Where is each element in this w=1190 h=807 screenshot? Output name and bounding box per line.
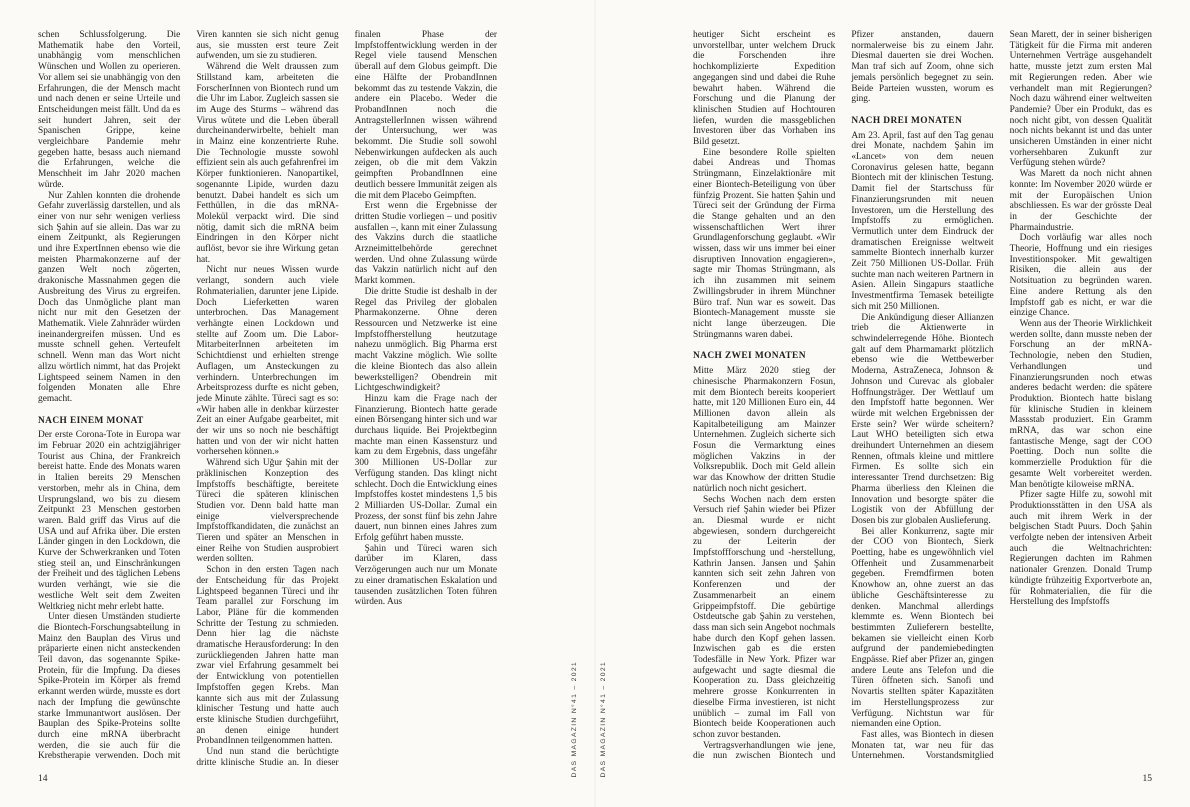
paragraph: Was Marett da noch nicht ahnen konnte: Im November 2020 würde er mit der Europäischen Union abschliessen. Es war der grösste Deal in der Geschichte der Pharmaindustrie.: [1009, 169, 1152, 233]
paragraph: Unter diesen Umständen studierte die Biontech-Forschungsabteilung in Mainz den Bauplan des Virus und präparierte einen nicht ansteckenden Teil davon, das sogenannte Spike-Protein, für die Impfung. Da dieses Spike-Protein im Körper als fremd erkannt werden würde, musste es dort nach der Impfung die gewünschte starke Immunantwort auslösen. Der Bauplan des Spike-Proteins sollte durch eine mRNA überbracht werden, die sie auch für die Krebstherapie verwenden. Doch mit Viren kannten sie sich nicht genug aus, sie mussten erst teure Zeit aufwenden, um sie zu studieren.: [38, 30, 339, 762]
page-14-article-text: [38, 30, 497, 770]
paragraph: Şahin und Türeci waren sich darüber im Klaren, dass Verzögerungen auch nur um Monate zu einer dramatischen Eskalation und tausenden zusätzlichen Toten führen würden. Aus: [354, 543, 497, 608]
paragraph: Während die Welt draussen zum Stillstand kam, arbeiteten die ForscherInnen von Biontech rund um die Uhr im Labor. Zugleich sassen sie im Auge des Sturms – während das Virus wütete und die Leben überall durcheinanderwirbelte, behielt man in Mainz eine konzentrierte Ruhe. Die Technologie musste sowohl effizient sein als auch gefahrenfrei im Körper funktionieren. Nanopartikel, sogenannte Lipide, wurden dazu benutzt. Dabei handelt es sich um Fetthüllen, in die das mRNA-Molekül verpackt wird. Die sind nötig, damit sich die mRNA beim Eindringen in den Körper nicht auflöst, bevor sie ihre Wirkung getan hat.: [196, 62, 339, 265]
paragraph: Pfizer sagte Hilfe zu, sowohl mit Produktionsstätten in den USA als auch mit ihrem Werk in der belgischen Stadt Puurs. Doch Şahin verfolgte neben der intensiven Arbeit auch die Weltnachrichten: Regierungen dachten im Rahmen nationaler Grenzen. Donald Trump kündigte frühzeitig Exportverbote an, für Rohmaterialien, die für die Herstellung des Impfstoffs: [1009, 490, 1152, 608]
paragraph: Fast alles, was Biontech in diesen Monaten tat, war neu für das Unternehmen. Vorstandsmitglied Sean Marett, der in seiner bisherigen Tätigkeit für die Firma mit anderen Unternehmen Verträge ausgehandelt hatte, musste jetzt zum ersten Mal mit Regierungen reden. Aber wie verhandelt man mit Regierungen? Noch dazu während einer weltweiten Pandemie? Über ein Produkt, das es noch nicht gibt, von dessen Qualität noch nichts bekannt ist und das unter unsicheren Umständen in einer nicht vorhersehbaren Zukunft zur Verfügung stehen würde?: [851, 30, 1152, 762]
paragraph: Vertragsverhandlungen wie jene, die nun zwischen Biontech und Pfizer anstanden, dauern normalerweise bis zu einem Jahr. Diesmal dauerten sie drei Wochen. Man traf sich auf Zoom, ohne sich jemals persönlich begegnet zu sein. Beide Parteien wussten, worum es ging.: [693, 30, 994, 762]
paragraph: Hinzu kam die Frage nach der Finanzierung. Biontech hatte gerade einen Börsengang hinter sich und war durchaus liquide. Bei Projektbeginn machte man einen Kassensturz und kam zu dem Ergebnis, dass ungefähr 300 Millionen US-Dollar zur Verfügung standen. Das klingt nicht schlecht. Doch die Entwicklung eines Impfstoffes kostet mindestens 1,5 bis 2 Milliarden US-Dollar. Zumal ein Prozess, der sonst fünf bis zehn Jahre dauert, nun binnen eines Jahres zum Erfolg geführt haben musste.: [354, 393, 497, 544]
paragraph: heutiger Sicht erscheint es unvorstellbar, unter welchem Druck die Forschenden ihre hochkomplizierte Expedition angegangen sind und dabei die Ruhe bewahrt haben. Während die Forschung und die Planung der klinischen Studien auf Hochtouren liefen, wurden die massgeblichen Investoren über das Vorhaben ins Bild gesetzt.: [693, 30, 836, 148]
section-heading: NACH EINEM MONAT: [38, 415, 144, 426]
paragraph: Schon in den ersten Tagen nach der Entscheidung für das Projekt Lightspeed begannen Türeci und ihr Team parallel zur Forschung im Labor, Pläne für die kommenden Schritte der Testung zu schmieden. Denn hier lag die nächste dramatische Herausforderung: In den zurückliegenden Jahren hatte man zwar viel Erfahrung gesammelt bei der Entwicklung von potentiellen Impfstoffen gegen Krebs. Man kannte sich aus mit der Zulassung klinischer Testung und hatte auch erste klinische Studien durchgeführt, an denen einige hundert ProbandInnen teilgenommen hatten.: [196, 565, 339, 747]
paragraph: Nur Zahlen konnten die drohende Gefahr zuverlässig darstellen, und als einer von nur sehr wenigen verliess sich Şahin auf sie allein. Das war zu einem Zeitpunkt, als Regierungen und ihre ExpertInnen ebenso wie die meisten Pharmakonzerne auf der ganzen Welt noch zögerten, drakonische Massnahmen gegen die Ausbreitung des Virus zu ergreifen. Doch das Unmögliche plant man nicht nur mit den Gesetzen der Mathematik. Viele Zahnräder würden ineinandergreifen müssen. Und es musste schnell gehen. Verteufelt schnell. Wenn man das Wort nicht allzu wörtlich nimmt, hat das Projekt Lightspeed seinem Namen in den folgenden Monaten alle Ehre gemacht.: [38, 190, 181, 404]
paragraph: Wenn aus der Theorie Wirklichkeit werden sollte, dann musste neben der Forschung an der mRNA-Technologie, neben den Studien, Verhandlungen und Finanzierungsrunden noch etwas anderes bedacht werden: die spätere Produktion. Biontech hatte bislang für klinische Studien in kleinem Massstab produziert. Ein Gramm mRNA, das war schon eine fantastische Menge, sagt der COO Poetting. Doch nun sollte die kommerzielle Produktion für die gesamte Welt vorbereitet werden. Man benötigte kiloweise mRNA.: [1009, 318, 1152, 490]
paragraph: Doch vorläufig war alles noch Theorie, Hoffnung und ein riesiges Investitionspoker. Mit gewaltigen Risiken, die allein aus der Notsituation zu begründen waren. Eine andere Rettung als den Impfstoff gab es nicht, er war die einzige Chance.: [1009, 233, 1152, 319]
page-number-right: 15: [1142, 774, 1152, 784]
paragraph: Der erste Corona-Tote in Europa war im Februar 2020 ein achtzigjähriger Tourist aus China, der Frankreich bereist hatte. Ende des Monats waren in Italien bereits 29 Menschen verstorben, mehr als in China, dem Ursprungsland, wo bis zu diesem Zeitpunkt 23 Menschen gestorben waren. Bald griff das Virus auf die USA und auf Afrika über. Die ersten Länder gingen in den Lockdown, die Kurve der Schwerkranken und Toten stieg steil an, und Einschränkungen der Freiheit und des täglichen Lebens wurden verhängt, wie sie die westliche Welt seit dem Zweiten Weltkrieg nicht mehr erlebt hatte.: [38, 430, 181, 612]
paragraph: Bei aller Konkurrenz, sagte mir der COO von Biontech, Sierk Poetting, habe es ungewöhnlich viel Offenheit und Zusammenarbeit gegeben. Fremdfirmen boten Knowhow an, ohne zuerst an das übliche Geschäftsinteresse zu denken. Manchmal allerdings klemmte es. Wenn Biontech bei bestimmten Zulieferern bestellte, bekamen sie vielleicht einen Korb aufgrund der pandemiebedingten Engpässe. Rief aber Pfizer an, gingen andere Leute ans Telefon und die Türen öffneten sich. Sanofi und Novartis stellten später Kapazitäten im Herstellungsprozess zur Verfügung. Nichtstun war für niemanden eine Option.: [851, 526, 994, 730]
page-number-left: 14: [38, 774, 48, 784]
paragraph: Sechs Wochen nach dem ersten Versuch rief Şahin wieder bei Pfizer an. Diesmal wurde er nicht abgewiesen, sondern durchgereicht zu der Leiterin der Impfstoffforschung und -herstellung, Kathrin Jansen. Jansen und Şahin kannten sich seit zehn Jahren von Konferenzen und der Zusammenarbeit an einem Grippeimpfstoff. Die gebürtige Ostdeutsche gab Şahin zu verstehen, dass man sich sein Angebot nochmals habe durch den Kopf gehen lassen. Inzwischen gab es die ersten Todesfälle in New York. Pfizer war aufgewacht und sagte diesmal die Kooperation zu. Dass gleichzeitig mehrere grosse Konkurrenten in dieselbe Firma investieren, ist nicht unüblich – zumal im Fall von Biontech beide Kooperationen auch schon zuvor bestanden.: [693, 494, 836, 740]
paragraph: Die Ankündigung dieser Allianzen trieb die Aktienwerte in schwindelerregende Höhe. Biontech galt auf dem Pharmamarkt plötzlich ebenso wie die Wettbewerber Moderna, AstraZeneca, Johnson & Johnson und Curevac als globaler Hoffnungsträger. Der Wettlauf um den Impfstoff hatte begonnen. Wer würde mit welchen Ergebnissen der Erste sein? Wer würde scheitern? Laut WHO beteiligten sich etwa dreihundert Unternehmen an diesem Rennen, oftmals kleine und mittlere Firmen. Es sollte sich ein interessanter Trend durchsetzen: Big Pharma überliess den Kleinen die Innovation und besorgte später die Logistik von der Abfüllung der Dosen bis zur globalen Auslieferung.: [851, 312, 994, 526]
paragraph: Nicht nur neues Wissen wurde verlangt, sondern auch viele Rohmaterialien, darunter jene Lipide. Doch Lieferketten waren unterbrochen. Das Management verhängte einen Lockdown und stellte auf Zoom um. Die Labor-MitarbeiterInnen arbeiteten im Schichtdienst und erhielten strenge Auflagen, um Ansteckungen zu verhindern. Unterbrechungen im Arbeitsprozess durfte es nicht geben, jede Minute zählte. Türeci sagt es so: «Wir haben alle in denkbar kürzester Zeit an einer Aufgabe gearbeitet, mit der wir uns so noch nie beschäftigt hatten und von der wir nicht hatten vorhersehen können.»: [196, 265, 339, 458]
page-15-article-text: [693, 30, 1152, 770]
page-fold-divider: [594, 0, 596, 807]
paragraph: Während sich Uğur Şahin mit der präklinischen Konzeption des Impfstoffs beschäftigte, bereitete Türeci die späteren klinischen Studien vor. Denn bald hatte man einige vielversprechende Impfstoffkandidaten, die zunächst an Tieren und später an Menschen in einer Reihe von Studien ausprobiert werden sollten.: [196, 458, 339, 565]
paragraph: Am 23. April, fast auf den Tag genau drei Monate, nachdem Şahin im «Lancet» von dem neuen Coronavirus gelesen hatte, begann Biontech mit der klinischen Testung. Damit fiel der Startschuss für Finanzierungsrunden mit neuen Investoren, um die Herstellung des Impfstoffs zu ermöglichen. Vermutlich unter dem Eindruck der dramatischen Ereignisse weltweit sammelte Biontech innerhalb kurzer Zeit 750 Millionen US-Dollar. Früh suchte man nach weiteren Partnern in Asien. Allein Singapurs staatliche Investmentfirma Temasek beteiligte sich mit 250 Millionen.: [851, 130, 994, 312]
paragraph: Und nun stand die berüchtigte dritte klinische Studie an. In dieser finalen Phase der Impfstoffentwicklung werden in der Regel viele tausend Menschen überall auf dem Globus geimpft. Die eine Hälfte der ProbandInnen bekommt das zu testende Vakzin, die andere ein Placebo. Weder die ProbandInnen noch die AntragstellerInnen wissen während der Untersuchung, wer was bekommt. Die Studie soll sowohl Nebenwirkungen aufdecken als auch zeigen, ob die mit dem Vakzin geimpften ProbandInnen eine deutlich bessere Immunität zeigen als die mit dem Placebo Geimpften.: [196, 30, 497, 768]
paragraph: Eine besondere Rolle spielten dabei Andreas und Thomas Strüngmann, Einzelaktionäre mit einer Biontech-Beteiligung von über fünfzig Prozent. Sie hatten Şahin und Türeci seit der Gründung der Firma die Stange gehalten und an den wissenschaftlichen Wert ihrer Grundlagenforschung geglaubt. «Wir wissen, dass wir uns immer bei einer disruptiven Innovation engagieren», sagte mir Thomas Strüngmann, als ich ihn zusammen mit seinem Zwillingsbruder in ihrem Münchner Büro traf. Nun war es soweit. Das Biontech-Management musste sie nicht lange überzeugen. Die Strüngmanns waren dabei.: [693, 147, 836, 340]
paragraph: schen Schlussfolgerung. Die Mathematik habe den Vorteil, unabhängig vom menschlichen Wünschen und Wollen zu operieren. Vor allem sei sie unabhängig von den Erfahrungen, die der Mensch macht und nach denen er seine Urteile und Entscheidungen meist fällt. Und da es seit hundert Jahren, seit der Spanischen Grippe, keine vergleichbare Pandemie mehr gegeben hatte, besass auch niemand die Erfahrungen, welche die Menschheit im Jahr 2020 machen würde.: [38, 30, 181, 190]
section-heading: NACH ZWEI MONATEN: [693, 351, 806, 362]
paragraph: Erst wenn die Ergebnisse der dritten Studie vorliegen – und positiv ausfallen –, kann mit einer Zulassung des Vakzins durch die staatliche Arzneimittelbehörde gerechnet werden. Und ohne Zulassung würde das Vakzin natürlich nicht auf den Markt kommen.: [354, 201, 497, 287]
spine-title-right: DAS MAGAZIN N°41 – 2021: [600, 660, 607, 777]
section-heading: NACH DREI MONATEN: [851, 115, 963, 126]
paragraph: Die dritte Studie ist deshalb in der Regel das Privileg der globalen Pharmakonzerne. Ohne deren Ressourcen und Netzwerke ist eine Impfstoffherstellung heutzutage nahezu unmöglich. Big Pharma erst macht Vakzine möglich. Wie sollte die kleine Biontech das also allein bewerkstelligen? Obendrein mit Lichtgeschwindigkeit?: [354, 286, 497, 394]
paragraph: Mitte März 2020 stieg der chinesische Pharmakonzern Fosun, mit dem Biontech bereits kooperiert hatte, mit 120 Millionen Euro ein, 44 Millionen davon allein als Kapitalbeteiligung am Mainzer Unternehmen. Zugleich sicherte sich Fosun die Vermarktung eines möglichen Vakzins in der Volksrepublik. Doch mit Geld allein war das Knowhow der dritten Studie natürlich noch nicht gesichert.: [693, 366, 836, 494]
spine-title-left: DAS MAGAZIN N°41 – 2021: [571, 660, 578, 777]
